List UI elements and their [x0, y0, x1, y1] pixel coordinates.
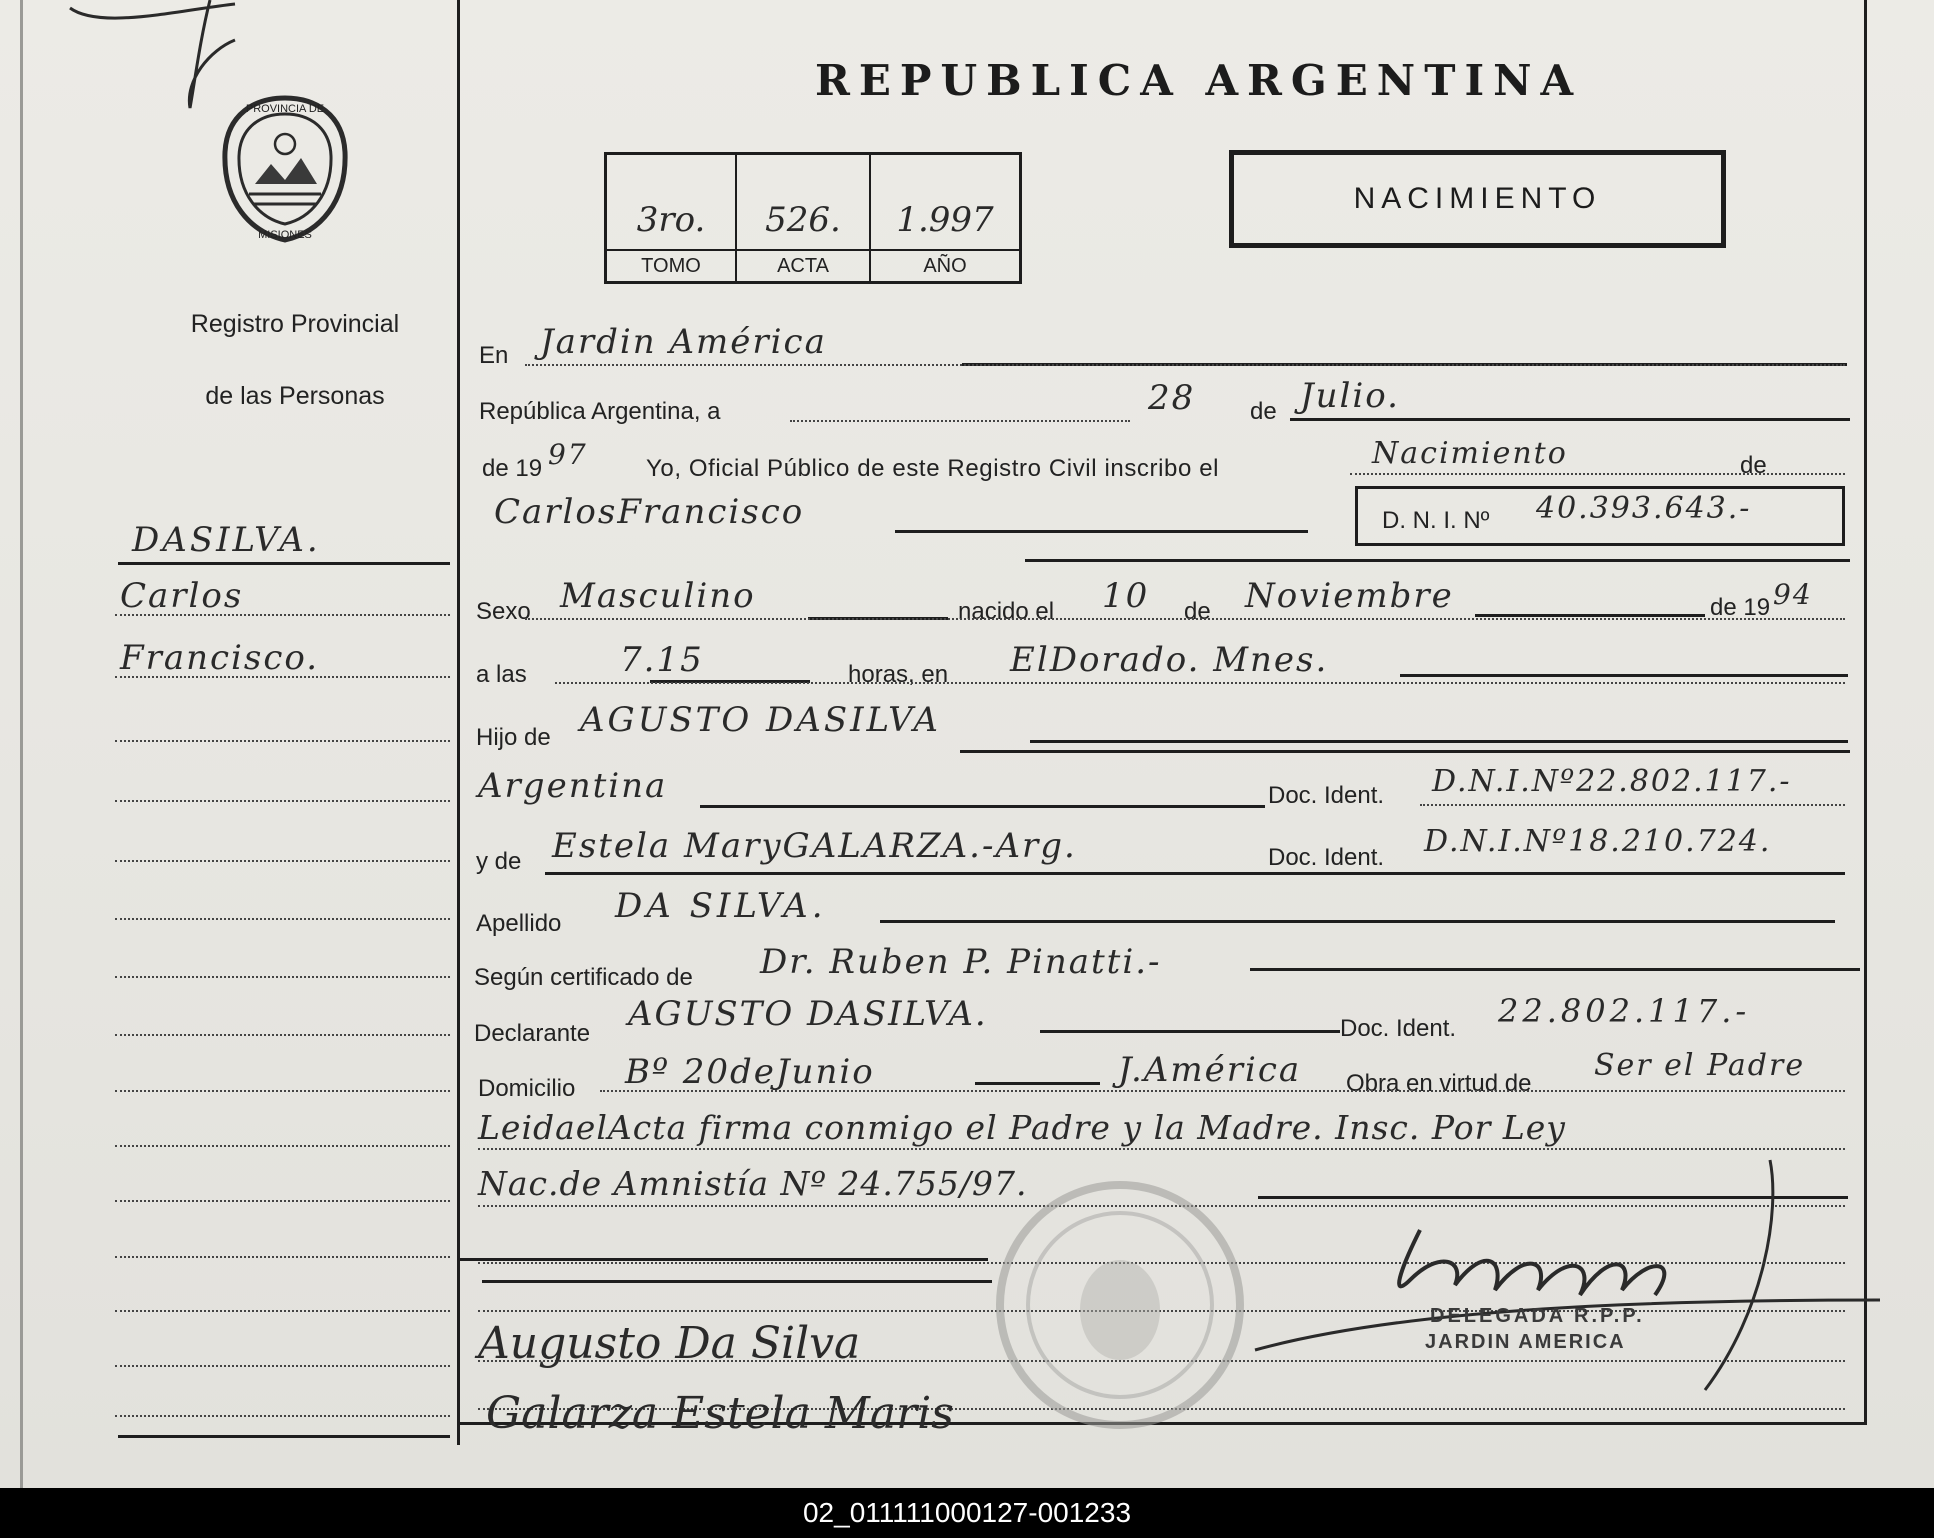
apellido-value: DA SILVA.: [615, 886, 827, 926]
margin-dotline: [115, 676, 450, 678]
mother-doc: D.N.I.Nº18.210.724.: [1424, 824, 1772, 859]
declarante-doc-label: Doc. Ident.: [1340, 1015, 1457, 1042]
form-dots: [555, 682, 1845, 684]
form-dots: [1350, 473, 1845, 475]
scan-footer-code: 02_011111000127-001233: [0, 1488, 1934, 1538]
form-line: [1030, 740, 1848, 743]
form-line: [1400, 674, 1848, 677]
margin-dotline: [115, 1310, 450, 1312]
form-line: [1040, 1030, 1340, 1033]
day-value: 28: [1148, 378, 1196, 418]
obra-value: Ser el Padre: [1594, 1048, 1806, 1083]
inscribo-text: Yo, Oficial Público de este Registro Civil inscribo el: [646, 455, 1220, 482]
tomo-cell: [607, 155, 737, 281]
record-table: [604, 152, 1022, 284]
tomo-label: TOMO: [641, 255, 701, 277]
margin-dotline: [115, 918, 450, 920]
birth-month: Noviembre: [1245, 576, 1454, 616]
form-line: [895, 530, 1308, 533]
segun-label: Según certificado de: [474, 964, 693, 991]
margin-given-2: Francisco.: [120, 638, 320, 678]
form-line: [975, 1082, 1100, 1085]
nacimiento-box: NACIMIENTO: [1229, 150, 1726, 248]
margin-dotline: [115, 860, 450, 862]
hour-value: 7.15: [620, 640, 704, 680]
birth-year-prefix: de 19: [1710, 594, 1771, 621]
official-signature: [1250, 1150, 1890, 1410]
declarante-value: AGUSTO DASILVA.: [628, 994, 988, 1034]
provincial-seal-icon: [215, 92, 355, 247]
form-dots: [1420, 804, 1845, 806]
margin-dotline: [115, 976, 450, 978]
birth-day: 10: [1102, 576, 1150, 616]
segun-value: Dr. Ruben P. Pinatti.-: [760, 942, 1162, 982]
form-line: [545, 872, 1845, 875]
domicilio-value: Bº 20deJunio: [625, 1052, 875, 1092]
dni-value: 40.393.643.-: [1536, 491, 1752, 526]
seal-text-bottom: MISIONES: [258, 229, 312, 241]
obra-label: Obra en virtud de: [1346, 1070, 1532, 1097]
margin-dotline: [115, 1200, 450, 1202]
registry-name: [160, 270, 430, 450]
father-value: AGUSTO DASILVA: [580, 700, 941, 740]
margin-bottom-line: [118, 1435, 450, 1438]
republica-label: República Argentina, a: [479, 398, 721, 425]
form-line: [880, 920, 1835, 923]
declarante-doc: 22.802.117.-: [1498, 992, 1751, 1030]
left-page-edge: [20, 0, 23, 1488]
margin-dotline: [115, 1365, 450, 1367]
birth-de-label: de: [1184, 598, 1211, 625]
ano-cell: [871, 155, 1019, 281]
domicilio-value-2: J.América: [1118, 1050, 1302, 1090]
form-dots: [790, 420, 1130, 422]
place-value: ElDorado. Mnes.: [1010, 640, 1329, 680]
apellido-label: Apellido: [476, 910, 562, 937]
hijo-label: Hijo de: [476, 724, 551, 751]
separator-line: [458, 1258, 988, 1261]
margin-dotline: [115, 1090, 450, 1092]
document-title: REPUBLICA ARGENTINA: [815, 56, 1583, 105]
stamp-delegada: DELEGADA R.P.P.: [1430, 1305, 1645, 1327]
form-dots: [525, 618, 1845, 620]
name-value: CarlosFrancisco: [494, 492, 805, 532]
mother-value: Estela MaryGALARZA.-Arg.: [552, 826, 1077, 866]
father-nationality: Argentina: [478, 766, 668, 806]
en-value: Jardin América: [540, 322, 827, 362]
a-las-label: a las: [476, 661, 527, 688]
acta-cell: [737, 155, 871, 281]
dni-label: D. N. I. Nº: [1382, 507, 1490, 534]
form-line: [1475, 614, 1705, 617]
horas-label: horas, en: [848, 661, 949, 688]
form-line: [700, 805, 1265, 808]
en-label: En: [479, 342, 509, 369]
registry-line-2: de las Personas: [205, 382, 385, 410]
acta-label: ACTA: [777, 255, 829, 277]
official-seal-stamp: [985, 1170, 1255, 1440]
stamp-jardin: JARDIN AMERICA: [1425, 1331, 1626, 1353]
dni-box: [1355, 486, 1845, 546]
de-label-2: de: [1740, 452, 1767, 479]
nacido-label: nacido el: [958, 598, 1055, 625]
birth-year: 94: [1773, 578, 1813, 611]
form-line: [1250, 968, 1860, 971]
year-value: 97: [548, 438, 588, 471]
form-dots: [525, 364, 1845, 366]
yde-label: y de: [476, 848, 522, 875]
form-line: [1290, 418, 1850, 421]
signature-mother: Galarza Estela Maris: [486, 1388, 954, 1439]
tomo-value: 3ro.: [636, 200, 706, 240]
margin-dotline: [115, 1256, 450, 1258]
margin-given-1: Carlos: [120, 576, 244, 616]
sexo-label: Sexo: [476, 598, 531, 625]
form-line: [1025, 559, 1850, 562]
mother-doc-label: Doc. Ident.: [1268, 844, 1385, 871]
father-doc: D.N.I.Nº22.802.117.-: [1432, 764, 1792, 799]
margin-dotline: [115, 1145, 450, 1147]
year-prefix: de 19: [482, 455, 543, 482]
form-line: [960, 750, 1850, 753]
margin-dotline: [115, 1034, 450, 1036]
margin-dotline: [115, 800, 450, 802]
margin-dotline: [115, 614, 450, 616]
domicilio-label: Domicilio: [478, 1075, 576, 1102]
ano-value: 1.997: [896, 200, 994, 240]
seal-text-top: PROVINCIA DE: [245, 103, 325, 115]
sexo-value: Masculino: [560, 576, 756, 616]
acta-value: 526.: [765, 200, 841, 240]
month-value: Julio.: [1300, 376, 1400, 416]
signature-father: Augusto Da Silva: [478, 1318, 861, 1369]
registry-line-1: Registro Provincial: [190, 310, 400, 338]
ano-label: AÑO: [923, 255, 967, 277]
note-line-1: LeidaelActa firma conmigo el Padre y la Madre. Insc. Por Ley: [478, 1108, 1566, 1147]
de-label: de: [1250, 398, 1277, 425]
declarante-label: Declarante: [474, 1020, 591, 1047]
margin-surname-line: [118, 562, 450, 565]
margin-surname: DASILVA.: [132, 520, 321, 560]
form-dots: [600, 1090, 1845, 1092]
margin-dotline: [115, 740, 450, 742]
father-doc-label: Doc. Ident.: [1268, 782, 1385, 809]
margin-divider: [457, 0, 460, 1445]
margin-dotline: [115, 1415, 450, 1417]
separator-line: [482, 1280, 992, 1283]
inscribo-value: Nacimiento: [1372, 436, 1568, 471]
note-line-2: Nac.de Amnistía Nº 24.755/97.: [478, 1164, 1028, 1203]
